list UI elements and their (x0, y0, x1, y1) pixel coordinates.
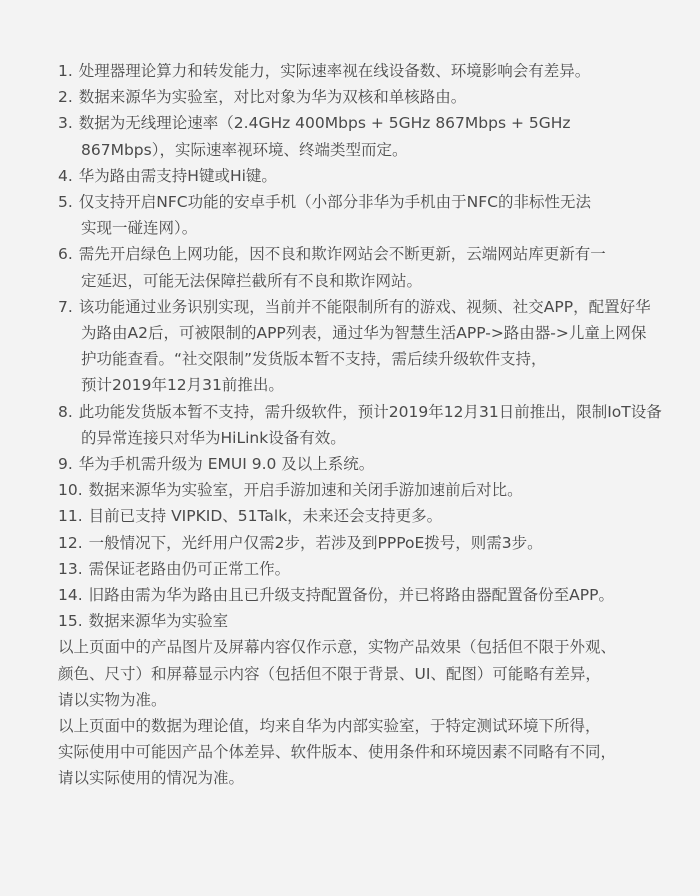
footnote-number: 7. (58, 297, 73, 316)
footnote-number: 15. (58, 612, 83, 631)
disclaimer-images (58, 634, 670, 713)
disclaimer-line: 请以实际使用的情况为准。 (58, 769, 245, 788)
footnote-text: 数据来源华为实验室，开启手游加速和关闭手游加速前后对比。 (88, 481, 523, 500)
footnote-5 (58, 189, 670, 241)
footnote-14 (58, 582, 670, 608)
footnote-7 (58, 294, 670, 399)
footnote-text: 数据来源华为实验室，对比对象为华为双核和单核路由。 (78, 88, 467, 107)
footnote-text: 旧路由需为华为路由且已升级支持配置备份，并已将路由器配置备份至APP。 (88, 586, 614, 605)
disclaimer-line: 请以实物为准。 (58, 690, 167, 709)
footnote-continuation: 为路由A2后，可被限制的APP列表，通过华为智慧生活APP->路由器->儿童上网保 (81, 324, 647, 343)
footnote-line (58, 477, 670, 503)
disclaimer-line: 以上页面中的数据为理论值，均来自华为内部实验室，于特定测试环境下所得， (58, 717, 601, 736)
footnote-number: 11. (58, 507, 83, 526)
footnote-line (58, 241, 670, 267)
footnote-continuation: 护功能查看。“社交限制”发货版本暂不支持，需后续升级软件支持， (81, 350, 547, 369)
footnote-line (58, 110, 670, 136)
footnote-text: 需先开启绿色上网功能，因不良和欺诈网站会不断更新，云端网站库更新有一 (78, 245, 606, 264)
footnote-13 (58, 556, 670, 582)
footnote-line (58, 163, 670, 189)
footnote-number: 5. (58, 193, 73, 212)
footnote-3 (58, 110, 670, 162)
footnote-text: 处理器理论算力和转发能力，实际速率视在线设备数、环境影响会有差异。 (78, 62, 591, 80)
footnote-line (58, 58, 670, 84)
footnote-line (58, 189, 670, 215)
footnote-line (58, 84, 670, 110)
footnote-number: 3. (58, 114, 73, 133)
footnote-11 (58, 503, 670, 529)
footnote-continuation: 实现一碰连网）。 (81, 219, 198, 238)
footnote-text: 该功能通过业务识别实现，当前并不能限制所有的游戏、视频、社交APP，配置好华 (78, 297, 651, 316)
footnote-number: 8. (58, 402, 73, 421)
footnote-10 (58, 477, 670, 503)
footnote-text: 数据来源华为实验室 (88, 612, 229, 631)
footnote-number: 9. (58, 455, 73, 474)
footnote-text: 一般情况下，光纤用户仅需2步，若涉及到PPPoE拨号，则需3步。 (88, 533, 543, 552)
footnote-line (58, 530, 670, 556)
footnote-number: 1. (58, 62, 73, 80)
footnote-continuation: 867Mbps），实际速率视环境、终端类型而定。 (81, 140, 408, 159)
footnote-line (58, 399, 670, 425)
footnote-continuation: 预计2019年12月31前推出。 (81, 376, 284, 395)
footnote-text: 目前已支持 VIPKID、51Talk，未来还会支持更多。 (88, 507, 443, 526)
footnote-line (58, 294, 670, 320)
footnote-text: 此功能发货版本暂不支持，需升级软件，预计2019年12月31日前推出，限制IoT设备 (78, 402, 662, 421)
footnote-line (58, 582, 670, 608)
footnote-continuation: 定延迟，可能无法保障拦截所有不良和欺诈网站。 (81, 271, 423, 290)
disclaimer-line: 实际使用中可能因产品个体差异、软件版本、使用条件和环境因素不同略有不同， (58, 743, 617, 762)
footnote-12 (58, 530, 670, 556)
footnote-text: 仅支持开启NFC功能的安卓手机（小部分非华为手机由于NFC的非标性无法 (78, 193, 591, 212)
footnote-15 (58, 608, 670, 634)
footnote-number: 6. (58, 245, 73, 264)
footnote-line (58, 608, 670, 634)
footnote-continuation: 的异常连接只对华为HiLink设备有效。 (81, 428, 346, 447)
footnote-line (58, 451, 670, 477)
footnote-4 (58, 163, 670, 189)
footnote-text: 华为手机需升级为 EMUI 9.0 及以上系统。 (78, 455, 375, 474)
footnote-text: 需保证老路由仍可正常工作。 (88, 559, 291, 578)
footnote-number: 14. (58, 586, 83, 605)
disclaimer-data (58, 713, 670, 792)
disclaimer-line: 以上页面中的产品图片及屏幕内容仅作示意，实物产品效果（包括但不限于外观、 (58, 638, 617, 657)
footnote-6 (58, 241, 670, 293)
footnote-2 (58, 84, 670, 110)
footnote-1 (58, 58, 670, 84)
footnote-text: 华为路由需支持H键或Hi键。 (78, 166, 277, 185)
footnote-line (58, 556, 670, 582)
disclaimer-line: 颜色、尺寸）和屏幕显示内容（包括但不限于背景、UI、配图）可能略有差异， (58, 664, 601, 683)
footnote-9 (58, 451, 670, 477)
footnote-number: 13. (58, 559, 83, 578)
footnote-number: 10. (58, 481, 83, 500)
footnote-text: 数据为无线理论速率（2.4GHz 400Mbps + 5GHz 867Mbps + 5GHz (78, 114, 571, 133)
footnote-number: 4. (58, 166, 73, 185)
footnote-line (58, 503, 670, 529)
footnote-8 (58, 399, 670, 451)
footnote-number: 12. (58, 533, 83, 552)
footnote-number: 2. (58, 88, 73, 107)
